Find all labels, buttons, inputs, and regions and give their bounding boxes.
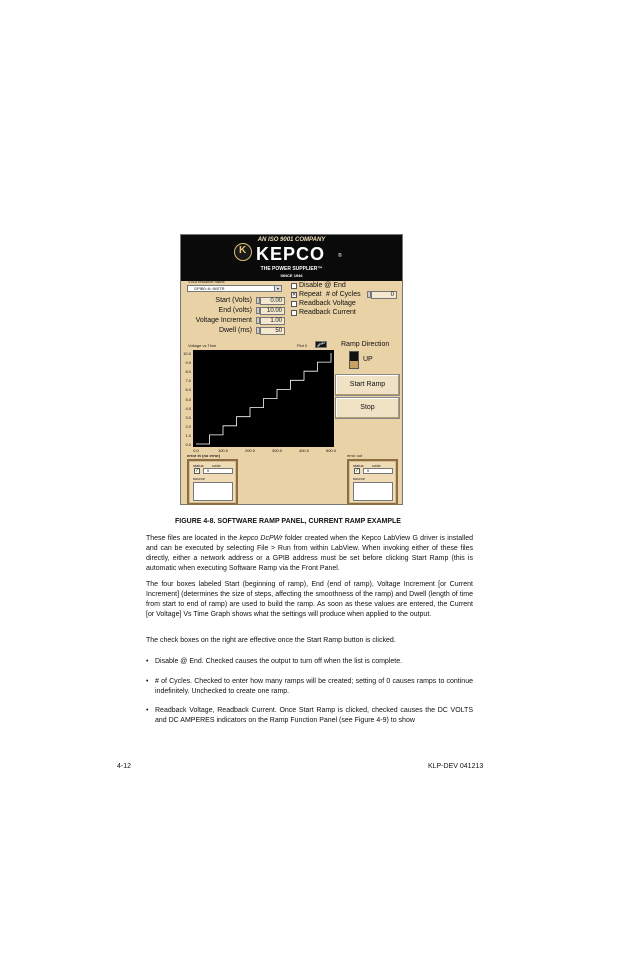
error-out-code-label: code — [372, 463, 381, 468]
y-tick-label: 8.0 — [185, 369, 191, 375]
error-in-status-label: status — [193, 463, 204, 468]
p1-part-b: folder created when the Kepco LabView G driver is installed and can be executed by selecting File > Run from within LabView. When invoking either of these files directly, either a network address or a GPIB address must be set before clicking Start Ramp (this is automatic when executing Software Ramp via the Front Panel. — [146, 535, 473, 572]
since-text: SINCE 1946 — [280, 273, 303, 278]
bullet-text: # of Cycles. Checked to enter how many ramps will be created; setting of 0 causes ramps to continue indefinitely. Unchecked to create one ramp. — [155, 678, 473, 695]
error-in-status-check-icon[interactable]: ✓ — [195, 468, 200, 474]
error-in-cluster-inner — [190, 462, 235, 502]
dwell-label: Dwell (ms) — [218, 327, 252, 334]
paragraph-check-boxes: The check boxes on the right are effective once the Start Ramp button is clicked. — [146, 637, 396, 644]
cycles-field[interactable]: 0 — [371, 291, 397, 299]
error-in-code-label: code — [212, 463, 221, 468]
repeat-checkbox[interactable]: ✕ — [292, 292, 297, 298]
error-out-code-field: 0 — [363, 468, 393, 474]
error-out-status-label: status — [353, 463, 364, 468]
readback-current-checkbox[interactable] — [291, 310, 297, 316]
kepco-banner — [181, 235, 402, 281]
switch-handle — [350, 352, 358, 361]
readback-voltage-label: Readback Voltage — [299, 300, 356, 307]
bullet-dot: • — [146, 678, 149, 685]
visa-resource-label: VISA resource name — [188, 279, 225, 284]
cycles-label: # of Cycles — [326, 291, 361, 298]
start-ramp-button[interactable]: Start Ramp — [335, 374, 400, 396]
error-out-source-field — [353, 482, 393, 501]
readback-current-label: Readback Current — [299, 309, 356, 316]
readback-voltage-checkbox[interactable] — [291, 301, 297, 307]
x-tick-label: 500.0 — [325, 448, 336, 453]
dwell-field[interactable]: 50 — [260, 327, 285, 335]
x-tick-label: 200.0 — [244, 448, 255, 453]
error-in-code-field[interactable]: 0 — [203, 468, 233, 474]
error-out-cluster-inner — [350, 462, 395, 502]
y-tick-label: 6.0 — [185, 387, 191, 393]
error-out-status-check-icon: ✓ — [355, 468, 360, 474]
graph-title: Voltage vs Time — [188, 343, 217, 348]
kepco-seal-icon — [234, 243, 252, 261]
y-tick-label: 9.0 — [185, 360, 191, 366]
x-tick-label: 300.0 — [271, 448, 282, 453]
visa-resource-field[interactable]: GPIB0::6::INSTR — [187, 285, 282, 292]
plot-legend-label: Plot 0 — [297, 343, 308, 348]
plot-legend-icon — [316, 342, 326, 347]
bullet-cycles — [146, 677, 473, 697]
tagline: THE POWER SUPPLIER™ — [260, 266, 323, 272]
start-volts-field[interactable]: 0.00 — [260, 297, 285, 305]
start-volts-label: Start (Volts) — [215, 297, 252, 304]
error-in-source-label: source — [193, 476, 206, 481]
bullet-dot: • — [146, 658, 149, 665]
error-out-source-label: source — [353, 476, 366, 481]
x-tick-label: 400.0 — [298, 448, 309, 453]
error-out-cluster — [347, 459, 398, 505]
kepco-logo: KEPCO — [256, 244, 326, 264]
ramp-direction-value: UP — [363, 356, 373, 363]
page-number: 4-12 — [117, 763, 132, 770]
x-tick-label: 100.0 — [217, 448, 228, 453]
bullet-text: Readback Voltage, Readback Current. Once Start Ramp is clicked, checked causes the DC VOLTS and DC AMPERES indicators on the Ramp Function Panel (see Figure 4-9) to show — [155, 707, 473, 724]
voltage-increment-label: Voltage Increment — [195, 317, 252, 324]
visa-dropdown-button[interactable]: ▾ — [274, 285, 282, 292]
voltage-vs-time-graph — [193, 350, 334, 447]
software-ramp-panel-figure — [180, 234, 403, 505]
disable-at-end-checkbox[interactable] — [291, 283, 297, 289]
error-in-title: error in (no error) — [187, 453, 221, 458]
repeat-label: Repeat — [299, 291, 322, 298]
y-tick-label: 7.0 — [185, 378, 191, 384]
paragraph-files-location — [146, 534, 473, 574]
ramp-direction-switch[interactable] — [349, 351, 359, 369]
registered-mark: ® — [338, 253, 342, 259]
disable-at-end-label: Disable @ End — [299, 282, 346, 289]
y-tick-label: 10.0 — [183, 351, 191, 356]
document-id: KLP-DEV 041213 — [428, 763, 484, 770]
y-tick-label: 4.0 — [185, 405, 191, 411]
y-tick-label: 2.0 — [185, 423, 191, 429]
bullet-text: Disable @ End. Checked causes the output to turn off when the list is complete. — [155, 658, 403, 665]
error-out-title: error out — [347, 453, 363, 458]
paragraph-four-boxes: The four boxes labeled Start (beginning of ramp), End (end of ramp), Voltage Increment [or Current Increment] (determines the size of steps, affecting the smoothness of the ramp) and Dwell (length of time from start to end of ramp) are used to build the ramp. As soon as these values are entered, the Current [or Voltage] Vs Time Graph shows what the settings will produce when applied to the output. — [146, 581, 473, 618]
plot-legend-button[interactable] — [315, 341, 327, 348]
y-tick-label: 3.0 — [185, 414, 191, 420]
bullet-readback — [146, 706, 473, 726]
graph-svg — [193, 350, 334, 447]
p1-part-a: These files are located in the — [146, 535, 240, 542]
bullet-dot: • — [146, 707, 149, 714]
y-tick-label: 1.0 — [185, 432, 191, 438]
figure-caption: FIGURE 4-8. SOFTWARE RAMP PANEL, CURRENT RAMP EXAMPLE — [175, 518, 401, 525]
x-tick-label: 0.0 — [193, 448, 199, 453]
y-tick-label: 5.0 — [185, 396, 191, 402]
series-line-0 — [196, 353, 331, 444]
stop-button[interactable]: Stop — [335, 397, 400, 419]
end-volts-field[interactable]: 10.00 — [260, 307, 285, 315]
y-tick-label: 0.0 — [185, 442, 191, 447]
error-in-source-field[interactable] — [193, 482, 233, 501]
error-in-cluster — [187, 459, 238, 505]
end-volts-label: End (volts) — [218, 307, 252, 314]
p1-folder-name: kepco DcPWr — [239, 535, 283, 542]
iso-text: AN ISO 9001 COMPANY — [257, 237, 326, 243]
bullet-disable-at-end — [146, 657, 473, 667]
voltage-increment-field[interactable]: 1.00 — [260, 317, 285, 325]
ramp-direction-label: Ramp Direction — [341, 341, 390, 348]
